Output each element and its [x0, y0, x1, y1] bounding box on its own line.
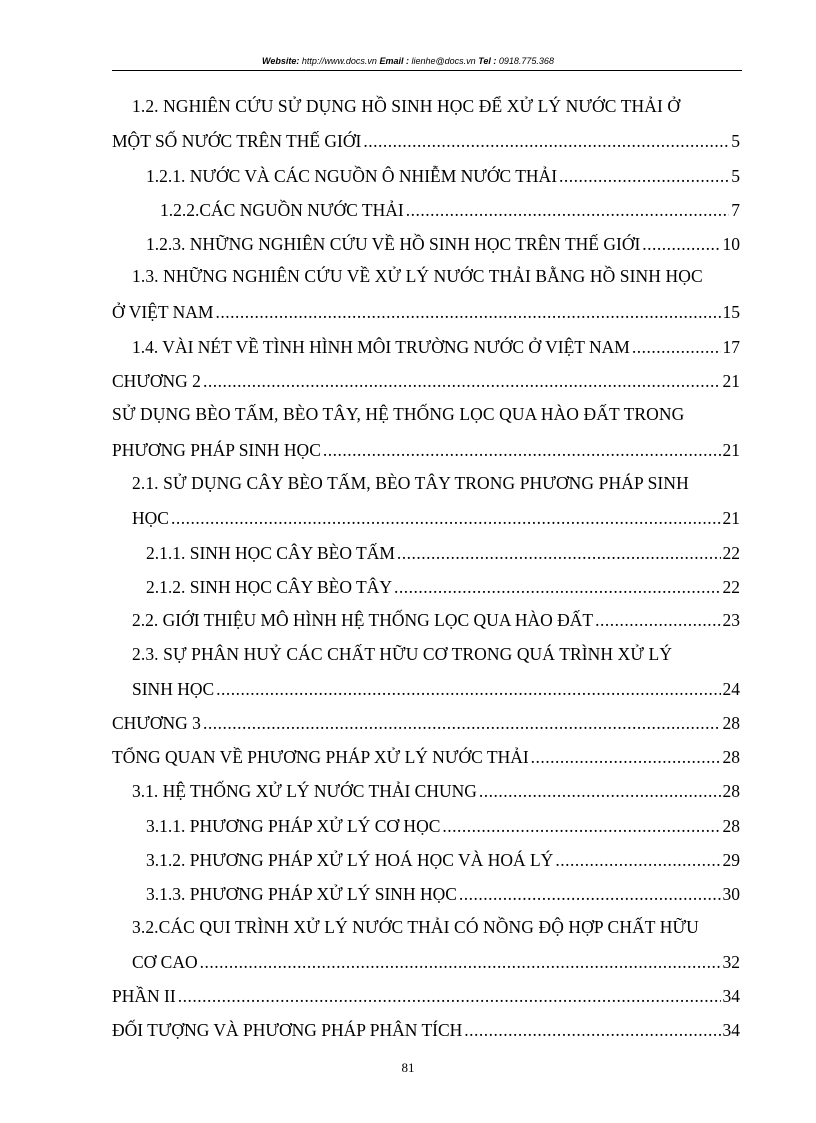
toc-leader-dots — [363, 131, 729, 151]
toc-leader-dots — [171, 508, 721, 528]
tel-label: Tel : — [478, 56, 497, 66]
website-label: Website: — [262, 56, 300, 66]
toc-leader-dots — [559, 166, 729, 186]
email-label: Email : — [379, 56, 409, 66]
toc-leader-dots — [406, 200, 730, 220]
toc-entry[interactable] — [112, 713, 740, 733]
toc-entry-label: PHƯƠNG PHÁP SINH HỌC — [112, 440, 321, 460]
toc-entry-label: 1.2.3. NHỮNG NGHIÊN CỨU VỀ HỒ SINH HỌC TRÊN THẾ GIỚI — [146, 234, 641, 254]
toc-page-number: 34 — [722, 1020, 740, 1040]
toc-page-number: 7 — [731, 200, 740, 220]
website-url[interactable]: http://www.docs.vn — [301, 56, 377, 66]
toc-entry-title-line: 1.2. NGHIÊN CỨU SỬ DỤNG HỒ SINH HỌC ĐỂ XỬ LÝ NƯỚC THẢI Ở — [132, 96, 681, 116]
toc-entry-label: 1.4. VÀI NÉT VỀ TÌNH HÌNH MÔI TRƯỜNG NƯỚC Ở VIỆT NAM — [132, 337, 630, 357]
toc-entry-title-line: 3.2.CÁC QUI TRÌNH XỬ LÝ NƯỚC THẢI CÓ NỒNG ĐỘ HỢP CHẤT HỮU — [132, 917, 699, 937]
toc-page-number: 28 — [722, 816, 740, 836]
page-number-footer: 81 — [401, 1060, 415, 1075]
toc-entry-label: CHƯƠNG 2 — [112, 371, 201, 391]
toc-entry[interactable] — [160, 200, 740, 220]
toc-entry-label: 2.2. GIỚI THIỆU MÔ HÌNH HỆ THỐNG LỌC QUA HÀO ĐẤT — [132, 610, 594, 630]
toc-entry[interactable] — [112, 986, 740, 1006]
toc-leader-dots — [203, 713, 721, 733]
toc-leader-dots — [632, 337, 721, 357]
toc-entry-label: 2.1.1. SINH HỌC CÂY BÈO TẤM — [146, 543, 395, 563]
toc-entry[interactable] — [146, 850, 740, 870]
toc-entry-label: PHẦN II — [112, 986, 176, 1006]
toc-page-number: 28 — [722, 781, 740, 801]
toc-entry[interactable] — [132, 508, 740, 528]
toc-entry-label: 2.1.2. SINH HỌC CÂY BÈO TÂY — [146, 577, 392, 597]
toc-page-number: 22 — [722, 543, 740, 563]
toc-page-number: 30 — [722, 884, 740, 904]
toc-entry-label: 3.1.2. PHƯƠNG PHÁP XỬ LÝ HOÁ HỌC VÀ HOÁ LÝ — [146, 850, 554, 870]
toc-page-number: 23 — [722, 610, 740, 630]
toc-leader-dots — [464, 1020, 720, 1040]
toc-entry[interactable] — [112, 1020, 740, 1040]
page-header — [0, 56, 816, 66]
toc-page-number: 15 — [722, 302, 740, 322]
toc-entry-label: Ở VIỆT NAM — [112, 302, 214, 322]
toc-entry[interactable] — [112, 131, 740, 151]
toc-entry[interactable] — [112, 440, 740, 460]
toc-entry-label: 1.2.2.CÁC NGUỒN NƯỚC THẢI — [160, 200, 404, 220]
toc-entry[interactable] — [146, 234, 740, 254]
toc-entry[interactable] — [112, 371, 740, 391]
toc-leader-dots — [479, 781, 721, 801]
toc-leader-dots — [323, 440, 721, 460]
toc-entry-label: CHƯƠNG 3 — [112, 713, 201, 733]
toc-page-number: 5 — [731, 131, 740, 151]
toc-page-number: 17 — [722, 337, 740, 357]
toc-entry-label: SINH HỌC — [132, 679, 215, 699]
toc-entry-title-line: 2.1. SỬ DỤNG CÂY BÈO TẤM, BÈO TÂY TRONG PHƯƠNG PHÁP SINH — [132, 473, 689, 493]
toc-page-number: 21 — [722, 371, 740, 391]
toc-entry[interactable] — [132, 781, 740, 801]
toc-entry-label: 3.1.3. PHƯƠNG PHÁP XỬ LÝ SINH HỌC — [146, 884, 457, 904]
toc-entry[interactable] — [146, 543, 740, 563]
toc-page-number: 32 — [722, 952, 740, 972]
toc-entry[interactable] — [132, 337, 740, 357]
toc-entry[interactable] — [132, 952, 740, 972]
toc-leader-dots — [555, 850, 720, 870]
toc-leader-dots — [203, 371, 721, 391]
toc-page-number: 34 — [722, 986, 740, 1006]
toc-entry-label: ĐỐI TƯỢNG VÀ PHƯƠNG PHÁP PHÂN TÍCH — [112, 1020, 463, 1040]
toc-leader-dots — [178, 986, 721, 1006]
toc-page-number: 28 — [722, 713, 740, 733]
toc-page-number: 10 — [722, 234, 740, 254]
toc-leader-dots — [442, 816, 720, 836]
toc-page-number: 21 — [722, 440, 740, 460]
toc-leader-dots — [216, 679, 720, 699]
toc-entry-label: 3.1. HỆ THỐNG XỬ LÝ NƯỚC THẢI CHUNG — [132, 781, 477, 801]
tel-number: 0918.775.368 — [498, 56, 554, 66]
toc-page-number: 24 — [722, 679, 740, 699]
toc-entry-label: TỔNG QUAN VỀ PHƯƠNG PHÁP XỬ LÝ NƯỚC THẢI — [112, 747, 529, 767]
toc-leader-dots — [215, 302, 720, 322]
toc-entry[interactable] — [112, 302, 740, 322]
toc-leader-dots — [459, 884, 721, 904]
toc-entry-label: MỘT SỐ NƯỚC TRÊN THẾ GIỚI — [112, 131, 362, 151]
toc-entry[interactable] — [146, 884, 740, 904]
toc-page-number: 22 — [722, 577, 740, 597]
toc-entry[interactable] — [146, 816, 740, 836]
toc-leader-dots — [642, 234, 720, 254]
toc-entry[interactable] — [112, 747, 740, 767]
toc-entry[interactable] — [146, 577, 740, 597]
toc-entry-label: 3.1.1. PHƯƠNG PHÁP XỬ LÝ CƠ HỌC — [146, 816, 441, 836]
toc-entry-label: HỌC — [132, 508, 169, 528]
email-address[interactable]: lienhe@docs.vn — [411, 56, 476, 66]
toc-page-number: 21 — [722, 508, 740, 528]
toc-leader-dots — [531, 747, 721, 767]
toc-entry-title-line: SỬ DỤNG BÈO TẤM, BÈO TÂY, HỆ THỐNG LỌC QUA HÀO ĐẤT TRONG — [112, 404, 685, 424]
header-divider — [112, 70, 742, 71]
toc-entry-title-line: 1.3. NHỮNG NGHIÊN CỨU VỀ XỬ LÝ NƯỚC THẢI BẰNG HỒ SINH HỌC — [132, 266, 703, 286]
toc-page-number: 5 — [731, 166, 740, 186]
toc-entry-label: 1.2.1. NƯỚC VÀ CÁC NGUỒN Ô NHIỄM NƯỚC THẢI — [146, 166, 558, 186]
toc-page-number: 28 — [722, 747, 740, 767]
toc-leader-dots — [595, 610, 720, 630]
toc-leader-dots — [397, 543, 721, 563]
toc-entry-label: CƠ CAO — [132, 952, 198, 972]
toc-entry[interactable] — [132, 679, 740, 699]
toc-entry-title-line: 2.3. SỰ PHÂN HUỶ CÁC CHẤT HỮU CƠ TRONG QUÁ TRÌNH XỬ LÝ — [132, 644, 673, 664]
toc-entry[interactable] — [146, 166, 740, 186]
toc-entry[interactable] — [132, 610, 740, 630]
toc-leader-dots — [200, 952, 721, 972]
toc-leader-dots — [394, 577, 721, 597]
toc-page-number: 29 — [722, 850, 740, 870]
